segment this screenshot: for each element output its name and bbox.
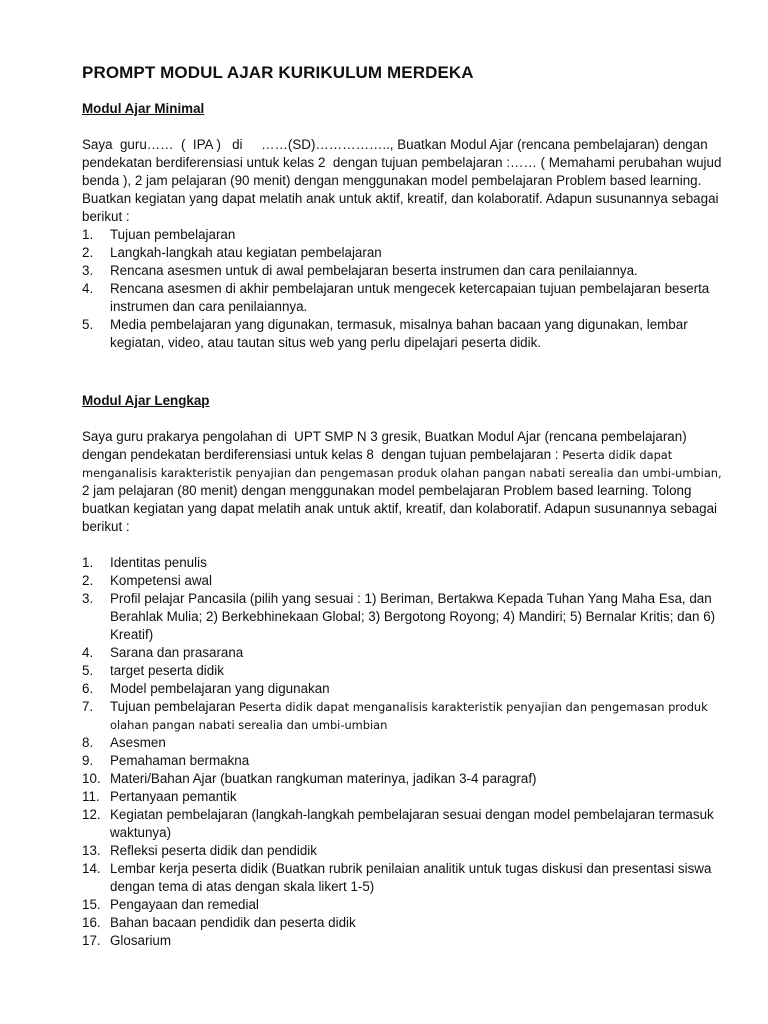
list-item-text: Asesmen: [110, 735, 166, 750]
list-lengkap: [82, 554, 722, 950]
list-item-text: Profil pelajar Pancasila (pilih yang sesuai : 1) Beriman, Bertakwa Kepada Tuhan Yang Maha Esa, dan Berahlak Mulia; 2) Berkebhinekaan Global; 3) Bergotong Royong; 4) Mandiri; 5) Bernalar Kritis; dan 6) Kreatif): [110, 591, 716, 642]
list-item-number: 11.: [82, 789, 100, 804]
list-item: [82, 788, 722, 806]
list-item-text: Rencana asesmen di akhir pembelajaran untuk mengecek ketercapaian tujuan pembelajaran beserta instrumen dan cara penilaiannya.: [110, 281, 710, 314]
paragraph-lengkap-part1: Saya guru prakarya pengolahan di UPT SMP N 3 gresik, Buatkan Modul Ajar (rencana pembelajaran) dengan pendekatan berdiferensiasi untuk kelas 8 dengan tujuan pembelajaran :: [82, 429, 691, 462]
list-item-text: Pertanyaan pemantik: [110, 789, 237, 804]
document-title: PROMPT MODUL AJAR KURIKULUM MERDEKA: [82, 63, 474, 82]
paragraph-lengkap-part3: 2 jam pelajaran (80 menit) dengan menggunakan model pembelajaran Problem based learning. Tolong buatkan kegiatan yang dapat melatih anak untuk aktif, kreatif, dan kolaboratif. Adapun susunannya sebagai berikut :: [82, 465, 726, 534]
list-item-text: Langkah-langkah atau kegiatan pembelajaran: [110, 245, 382, 260]
list-item: [82, 226, 722, 244]
section-heading-minimal: Modul Ajar Minimal: [82, 101, 205, 116]
list-item: [82, 770, 722, 788]
list-item-text: Pemahaman bermakna: [110, 753, 250, 768]
list-item-number: 9.: [82, 753, 94, 768]
list-item: [82, 752, 722, 770]
list-item-number: 5.: [82, 317, 94, 332]
list-item-number: 1.: [82, 227, 94, 242]
list-item-number: 6.: [82, 681, 94, 696]
list-item: [82, 734, 722, 752]
section-modul-ajar-lengkap: [82, 392, 726, 950]
paragraph-lengkap: [82, 428, 726, 536]
list-item-text: Bahan bacaan pendidik dan peserta didik: [110, 915, 356, 930]
list-item-text: Tujuan pembelajaran: [110, 699, 240, 714]
list-item-text: Refleksi peserta didik dan pendidik: [110, 843, 317, 858]
list-item-text: Kompetensi awal: [110, 573, 212, 588]
list-item: [82, 244, 722, 262]
list-item: [82, 280, 722, 316]
list-item: [82, 262, 722, 280]
list-item: [82, 914, 722, 932]
list-item-text: Identitas penulis: [110, 555, 207, 570]
list-item-number: 1.: [82, 555, 94, 570]
list-item: [82, 896, 722, 914]
list-item-number: 14.: [82, 861, 101, 876]
list-item-number: 3.: [82, 263, 94, 278]
paragraph-minimal: Saya guru…… ( IPA ) di ……(SD)…………….., Buatkan Modul Ajar (rencana pembelajaran) dengan pendekatan berdiferensiasi untuk kelas 2 dengan tujuan pembelajaran :…… ( Memahami perubahan wujud benda ), 2 jam pelajaran (90 menit) dengan menggunakan model pembelajaran Problem based learning. Buatkan kegiatan yang dapat melatih anak untuk aktif, kreatif, dan kolaboratif. Adapun susunannya sebagai berikut :: [82, 137, 729, 224]
list-item-number: 10.: [82, 771, 101, 786]
list-item-number: 7.: [82, 699, 94, 714]
list-item-text: Pengayaan dan remedial: [110, 897, 259, 912]
list-item-text: Glosarium: [110, 933, 172, 948]
list-item: [82, 860, 722, 896]
paragraph-lengkap-part2: Peserta didik dapat menganalisis karakteristik penyajian dan pengemasan produk olahan pangan nabati serealia dan umbi-umbian,: [82, 448, 722, 480]
list-item: [82, 590, 722, 644]
list-item-text: Rencana asesmen untuk di awal pembelajaran beserta instrumen dan cara penilaiannya.: [110, 263, 638, 278]
list-item-text: Model pembelajaran yang digunakan: [110, 681, 330, 696]
list-item: [82, 806, 722, 842]
list-item: [82, 572, 722, 590]
list-item: [82, 554, 722, 572]
list-item-number: 2.: [82, 573, 94, 588]
list-item: [82, 316, 722, 352]
list-item-number: 5.: [82, 663, 94, 678]
list-item-text: Kegiatan pembelajaran (langkah-langkah pembelajaran sesuai dengan model pembelajaran termasuk waktunya): [110, 807, 714, 840]
list-item-number: 2.: [82, 245, 94, 260]
list-item-number: 4.: [82, 645, 94, 660]
document-page: [82, 62, 729, 950]
list-item: [82, 698, 722, 734]
list-item-text: Tujuan pembelajaran: [110, 227, 236, 242]
list-item: [82, 680, 722, 698]
list-item-number: 8.: [82, 735, 94, 750]
list-item-text: target peserta didik: [110, 663, 224, 678]
list-item-number: 13.: [82, 843, 101, 858]
list-item-number: 12.: [82, 807, 101, 822]
list-minimal: [82, 226, 722, 352]
list-item: [82, 662, 722, 680]
list-item: [82, 644, 722, 662]
list-item-number: 15.: [82, 897, 101, 912]
section-heading-lengkap: Modul Ajar Lengkap: [82, 393, 210, 408]
list-item-text: Lembar kerja peserta didik (Buatkan rubrik penilaian analitik untuk tugas diskusi dan presentasi siswa dengan tema di atas dengan skala likert 1-5): [110, 861, 712, 894]
list-item: [82, 932, 722, 950]
list-item-number: 17.: [82, 933, 101, 948]
list-item-text: Media pembelajaran yang digunakan, termasuk, misalnya bahan bacaan yang digunakan, lembar kegiatan, video, atau tautan situs web yang perlu dipelajari peserta didik.: [110, 317, 688, 350]
list-item: [82, 842, 722, 860]
list-item-text: Materi/Bahan Ajar (buatkan rangkuman materinya, jadikan 3-4 paragraf): [110, 771, 537, 786]
list-item-alt-text: Peserta didik dapat menganalisis karakteristik penyajian dan pengemasan produk olahan pangan nabati serealia dan umbi-umbian: [110, 700, 708, 732]
section-modul-ajar-minimal: [82, 100, 729, 352]
list-item-text: Sarana dan prasarana: [110, 645, 244, 660]
list-item-number: 16.: [82, 915, 101, 930]
list-item-number: 4.: [82, 281, 94, 296]
list-item-number: 3.: [82, 591, 94, 606]
